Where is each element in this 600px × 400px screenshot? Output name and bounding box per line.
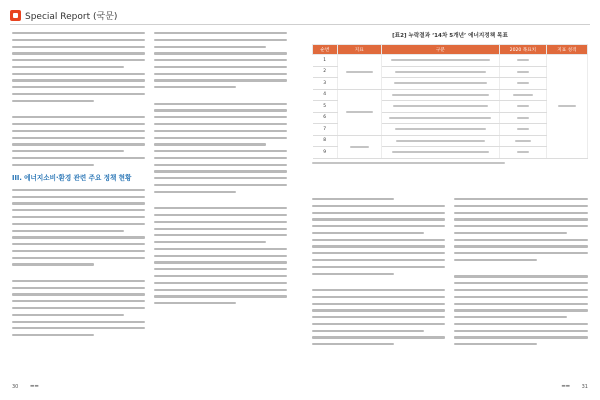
category-cell [381,66,499,78]
paragraph-3 [154,32,287,304]
target-cell [500,135,547,147]
row-number: 3 [313,78,338,90]
header-title: Special Report (국문) [25,12,118,22]
indicator-cell [337,135,381,158]
row-number: 1 [313,55,338,67]
category-cell [381,101,499,113]
header-rule [10,24,590,25]
col-header-number: 순번 [313,45,338,55]
body-column-1 [12,32,145,384]
target-cell [500,55,547,67]
col-header-target: 2020 목표치 [500,45,547,55]
indicator-cell [337,55,381,90]
col-header-indicator: 지표 [337,45,381,55]
paragraph-4 [312,198,445,345]
row-number: 5 [313,101,338,113]
table-source-note [312,162,505,164]
target-cell [500,147,547,159]
row-number: 8 [313,135,338,147]
col-header-type: 지표 성격 [546,45,587,55]
row-number: 9 [313,147,338,159]
page-number-right: 31 [581,384,588,390]
target-cell [500,124,547,136]
section-heading: III. 에너지소비·환경 관련 주요 정책 현황 [12,173,132,182]
paragraph-5 [454,198,588,345]
footer-logo-left-icon: ▬▬ [30,384,39,389]
page-header [0,0,600,24]
policy-table [312,44,588,159]
policy-target-table [312,32,588,188]
category-cell [381,147,499,159]
target-cell [500,78,547,90]
target-cell [500,89,547,101]
category-cell [381,112,499,124]
paragraph-2 [12,189,145,336]
indicator-cell [337,89,381,135]
type-cell [546,55,587,159]
body-column-3 [312,198,445,384]
table-header-row [313,45,588,55]
col-header-category: 구분 [381,45,499,55]
table-title: [표2] 누락결과 ‘14차 5개년’ 에너지정책 목표 [392,33,508,39]
page-number-left: 30 [12,384,19,390]
category-cell [381,135,499,147]
category-cell [381,78,499,90]
category-cell [381,55,499,67]
category-cell [381,89,499,101]
row-number: 7 [313,124,338,136]
row-number: 2 [313,66,338,78]
row-number: 6 [313,112,338,124]
body-column-4 [454,198,588,384]
report-logo-icon [10,10,21,21]
row-number: 4 [313,89,338,101]
target-cell [500,101,547,113]
target-cell [500,112,547,124]
body-column-2 [154,32,287,384]
target-cell [500,66,547,78]
category-cell [381,124,499,136]
table-row [313,55,588,67]
footer-logo-right-icon: ▬▬ [561,384,570,389]
paragraph-1 [12,32,145,166]
